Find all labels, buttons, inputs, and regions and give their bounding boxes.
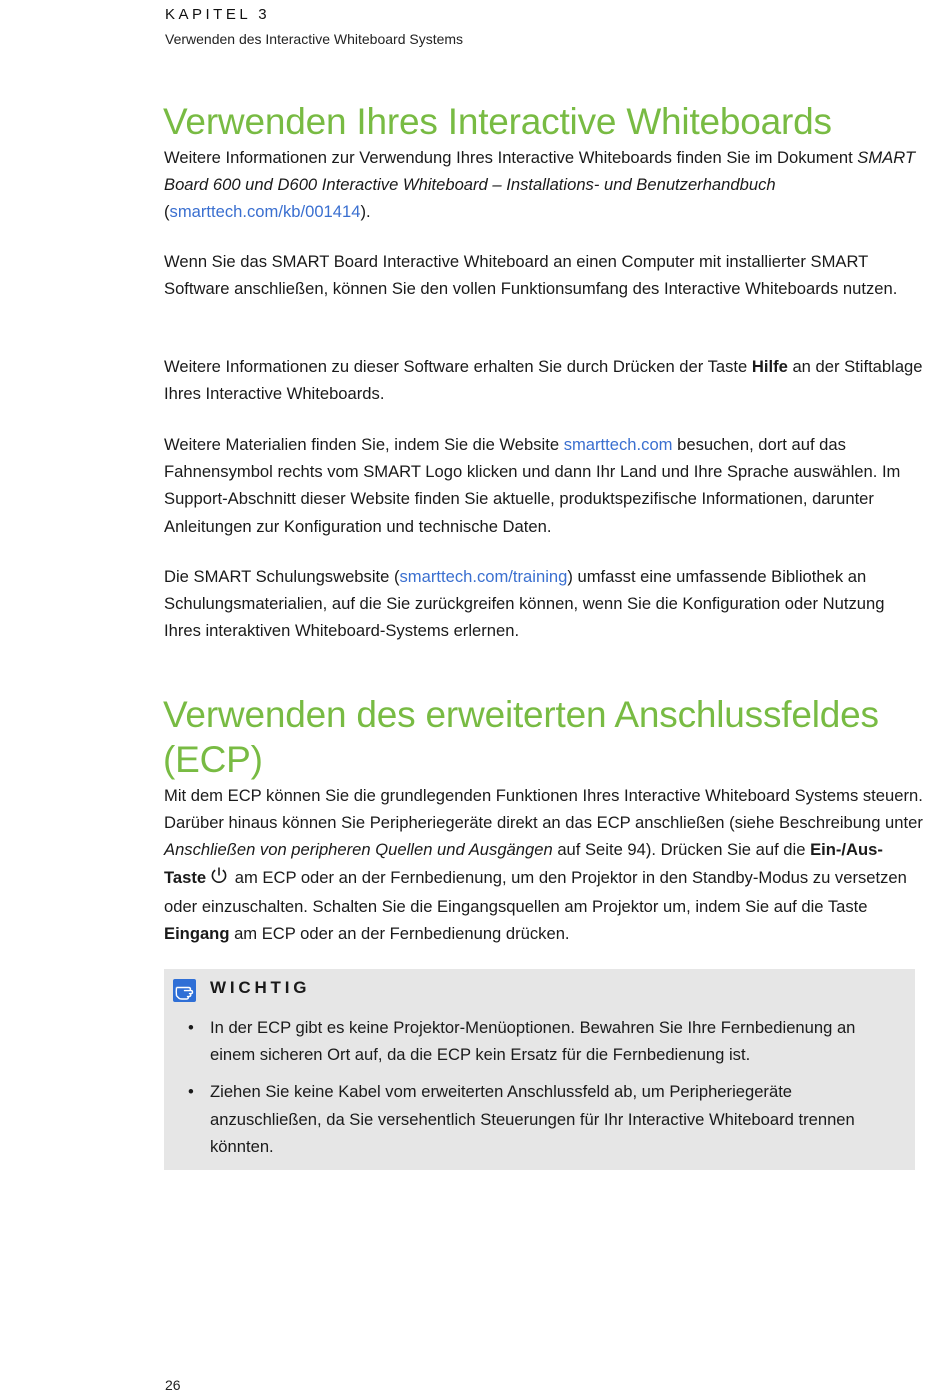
power-key-label: Ein-/Aus-Taste <box>164 840 883 887</box>
important-note <box>164 969 915 1170</box>
text-segment: ). <box>360 202 371 222</box>
bullet: • <box>188 1018 194 1037</box>
title-line: (ECP) <box>163 739 263 780</box>
text-segment: Mit dem ECP können Sie die grundlegenden Funktionen Ihres Interactive Whiteboard Systems steuern. Darüber hinaus können Sie Peripheriegeräte direkt an das ECP anschließen (siehe Beschreibung unter <box>164 786 923 833</box>
text-segment: Weitere Materialien finden Sie, indem Sie die Website <box>164 435 564 454</box>
input-key-label: Eingang <box>164 924 230 944</box>
help-key-label: Hilfe <box>751 357 788 376</box>
document-title: SMART Board 600 und D600 Interactive Whiteboard – Installations- und Benutzerhandbuch <box>164 148 916 195</box>
note-item-text: Ziehen Sie keine Kabel vom erweiterten Anschlussfeld ab, um Peripheriegeräte anzuschließen, da Sie versehentlich Steuerungen für Ihr Interactive Whiteboard trennen könnten. <box>210 1082 855 1156</box>
bullet: • <box>188 1082 194 1102</box>
cross-reference: Anschließen von peripheren Quellen und Ausgängen <box>164 840 553 860</box>
note-item <box>188 1014 900 1068</box>
section-title-ecp <box>163 692 879 782</box>
chapter-label: KAPITEL 3 <box>165 6 271 23</box>
paragraph-help <box>164 353 924 407</box>
website-link[interactable]: smarttech.com <box>563 435 673 454</box>
paragraph-training <box>164 563 924 645</box>
pointing-hand-icon <box>173 979 196 1007</box>
text-segment: ( <box>164 202 170 222</box>
paragraph-ecp <box>164 782 924 947</box>
text-segment: am ECP oder an der Fernbedienung, um den Projektor in den Standby-Modus zu versetzen oder einzuschalten. Schalten Sie die Eingangsquellen am Projektor um, indem Sie auf die Taste <box>164 867 907 916</box>
page-number: 26 <box>165 1377 181 1393</box>
paragraph-smart-software: Wenn Sie das SMART Board Interactive Whiteboard an einen Computer mit installierter SMART Software anschließen, können Sie den vollen Funktionsumfang des Interactive Whiteboards nutzen. <box>164 252 898 299</box>
kb-link[interactable]: smarttech.com/kb/001414 <box>169 202 361 222</box>
note-list <box>188 1014 900 1170</box>
text-segment: am ECP oder an der Fernbedienung drücken. <box>229 924 570 944</box>
title-line: Verwenden des erweiterten Anschlussfeldes <box>163 694 879 735</box>
text-segment: besuchen, dort auf das Fahnensymbol rechts vom SMART Logo klicken und dann Ihr Land und Ihre Sprache auswählen. Im Support-Abschnitt dieser Website finden Sie aktuelle, produktspezifische Informationen, darunter Anleitungen zur Konfiguration und technische Daten. <box>164 435 901 536</box>
text-segment: ) umfasst eine umfassende Bibliothek an Schulungsmaterialien, auf die Sie zurückgreifen können, wenn Sie die Konfiguration oder Nutzung Ihres interaktiven Whiteboard-Systems erlernen. <box>164 567 885 641</box>
paragraph-website <box>164 431 924 540</box>
section-title-whiteboard: Verwenden Ihres Interactive Whiteboards <box>163 101 832 142</box>
power-icon <box>210 866 228 893</box>
text-segment: Weitere Informationen zu dieser Software erhalten Sie durch Drücken der Taste <box>164 357 752 376</box>
note-item <box>188 1078 900 1160</box>
text-segment: auf Seite 94). Drücken Sie auf die <box>552 840 811 860</box>
text-segment: an der Stiftablage Ihres Interactive Whiteboards. <box>164 357 923 404</box>
text-segment: Die SMART Schulungswebsite ( <box>164 567 400 586</box>
note-title: WICHTIG <box>210 978 311 997</box>
paragraph-whiteboard-intro <box>164 144 924 226</box>
text-segment: Weitere Informationen zur Verwendung Ihres Interactive Whiteboards finden Sie im Dokument <box>164 148 858 167</box>
chapter-subtitle: Verwenden des Interactive Whiteboard Systems <box>165 31 464 47</box>
training-link[interactable]: smarttech.com/training <box>399 567 568 586</box>
note-item-text: In der ECP gibt es keine Projektor-Menüoptionen. Bewahren Sie Ihre Fernbedienung an einem sicheren Ort auf, da die ECP kein Ersatz für die Fernbedienung ist. <box>210 1018 856 1065</box>
